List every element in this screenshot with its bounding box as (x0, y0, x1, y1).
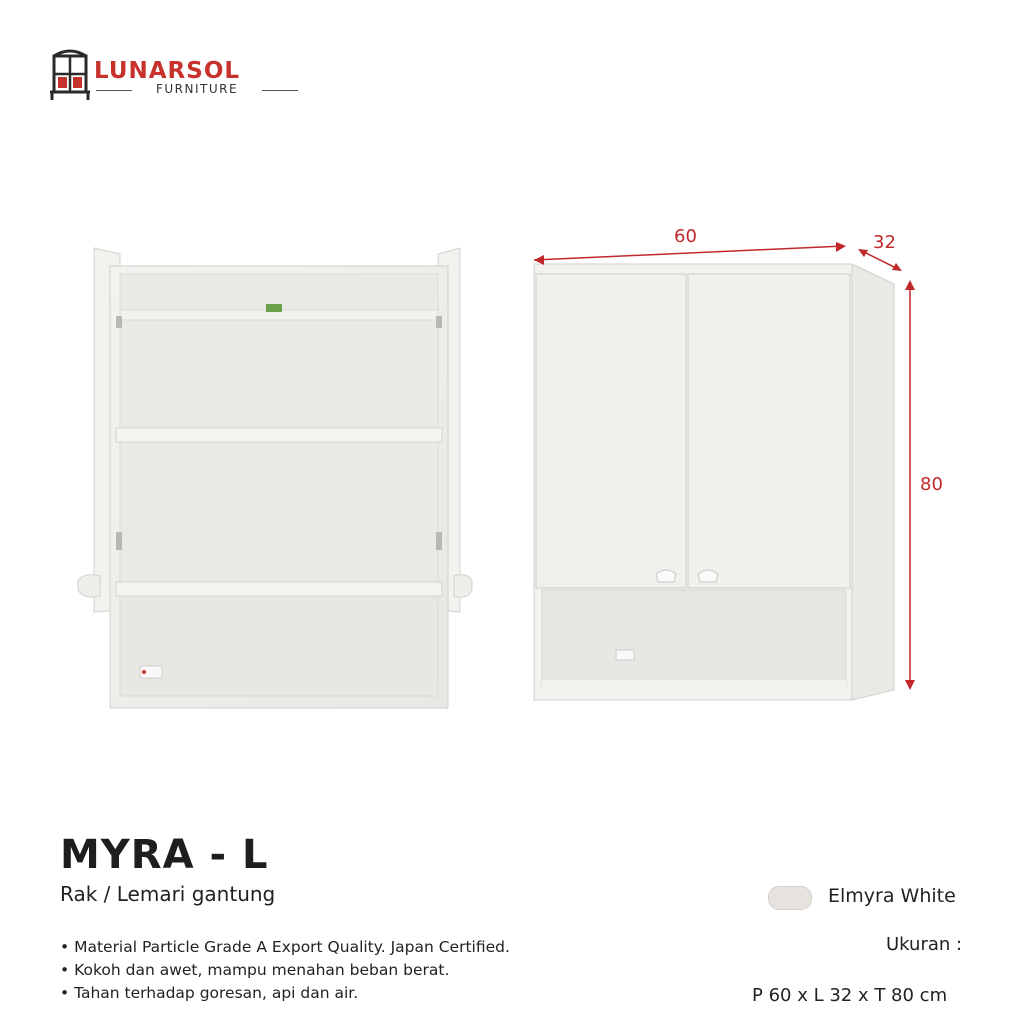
product-subtitle: Rak / Lemari gantung (60, 882, 276, 906)
feature-item: • Tahan terhadap goresan, api dan air. (60, 982, 510, 1005)
brand-subtitle: FURNITURE (94, 82, 300, 96)
feature-list (60, 936, 510, 1005)
color-swatch (768, 886, 812, 910)
chair-window-icon (48, 48, 92, 100)
size-value: P 60 x L 32 x T 80 cm (752, 985, 948, 1006)
depth-dimension-label: 32 (873, 232, 896, 253)
color-name: Elmyra White (828, 885, 956, 907)
product-title: MYRA - L (60, 832, 269, 878)
size-label: Ukuran : (886, 934, 963, 955)
height-dimension-label: 80 (920, 474, 943, 495)
open-cabinet-image (70, 240, 490, 720)
feature-item: • Material Particle Grade A Export Quality. Japan Certified. (60, 936, 510, 959)
width-dimension-label: 60 (674, 226, 697, 247)
feature-item: • Kokoh dan awet, mampu menahan beban berat. (60, 959, 510, 982)
closed-cabinet-image (520, 220, 960, 720)
brand-logo (48, 48, 268, 102)
brand-name: LUNARSOL (94, 58, 241, 84)
